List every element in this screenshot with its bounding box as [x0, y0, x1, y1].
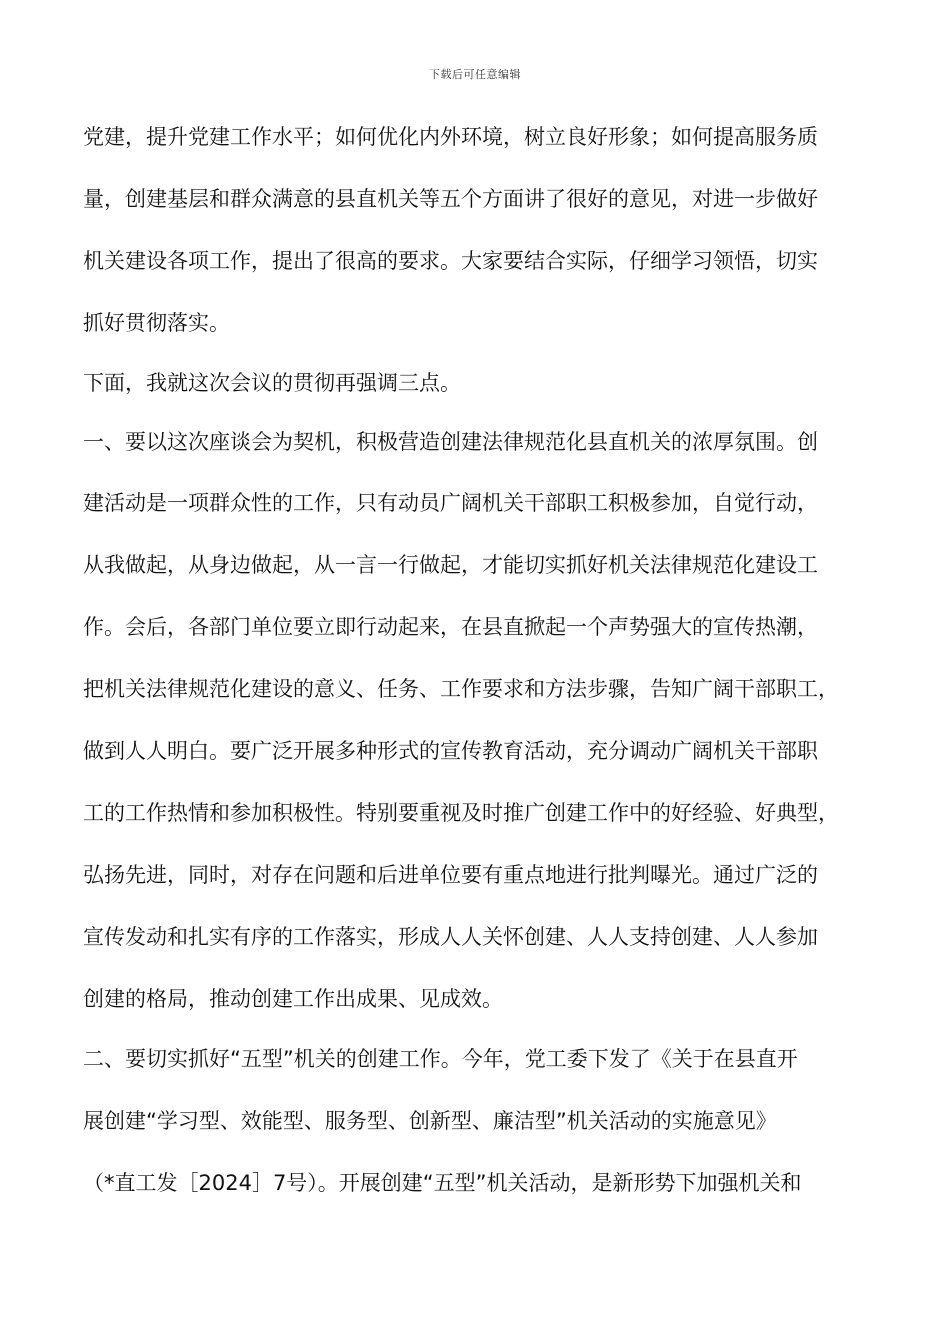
body-text-line: 党建，提升党建工作水平；如何优化内外环境，树立良好形象；如何提高服务质 [83, 125, 818, 149]
body-text-line: 弘扬先进，同时，对存在问题和后进单位要有重点地进行批判曝光。通过广泛的 [83, 863, 818, 887]
body-text-line: 宣传发动和扎实有序的工作落实，形成人人关怀创建、人人支持创建、人人参加 [83, 925, 818, 949]
body-text-line: （*直工发［2024］7号）。开展创建“五型”机关活动，是新形势下加强机关和 [83, 1171, 802, 1195]
body-text-line: 一、要以这次座谈会为契机，积极营造创建法律规范化县直机关的浓厚氛围。创 [83, 430, 818, 454]
body-text-line: 从我做起，从身边做起，从一言一行做起，才能切实抓好机关法律规范化建设工 [83, 553, 818, 577]
body-text-line: 创建的格局，推动创建工作出成果、见成效。 [83, 987, 503, 1011]
body-text-line: 量，创建基层和群众满意的县直机关等五个方面讲了很好的意见，对进一步做好 [83, 187, 818, 211]
body-text-line: 作。会后，各部门单位要立即行动起来，在县直掀起一个声势强大的宣传热潮， [83, 615, 818, 639]
body-text-line: 下面，我就这次会议的贯彻再强调三点。 [83, 371, 461, 395]
page-header-note: 下载后可任意编辑 [429, 68, 521, 81]
body-text-line: 二、要切实抓好“五型”机关的创建工作。今年，党工委下发了《关于在县直开 [83, 1047, 798, 1071]
body-text-line: 把机关法律规范化建设的意义、任务、工作要求和方法步骤，告知广阔干部职工， [83, 677, 839, 701]
body-text-line: 机关建设各项工作，提出了很高的要求。大家要结合实际，仔细学习领悟，切实 [83, 249, 818, 273]
body-text-line: 做到人人明白。要广泛开展多种形式的宣传教育活动，充分调动广阔机关干部职 [83, 739, 818, 763]
body-text-line: 工的工作热情和参加积极性。特别要重视及时推广创建工作中的好经验、好典型， [83, 801, 839, 825]
body-text-line: 抓好贯彻落实。 [83, 311, 230, 335]
body-text-line: 展创建“学习型、效能型、服务型、创新型、廉洁型”机关活动的实施意见》 [83, 1109, 777, 1133]
body-text-line: 建活动是一项群众性的工作，只有动员广阔机关干部职工积极参加，自觉行动， [83, 491, 818, 515]
